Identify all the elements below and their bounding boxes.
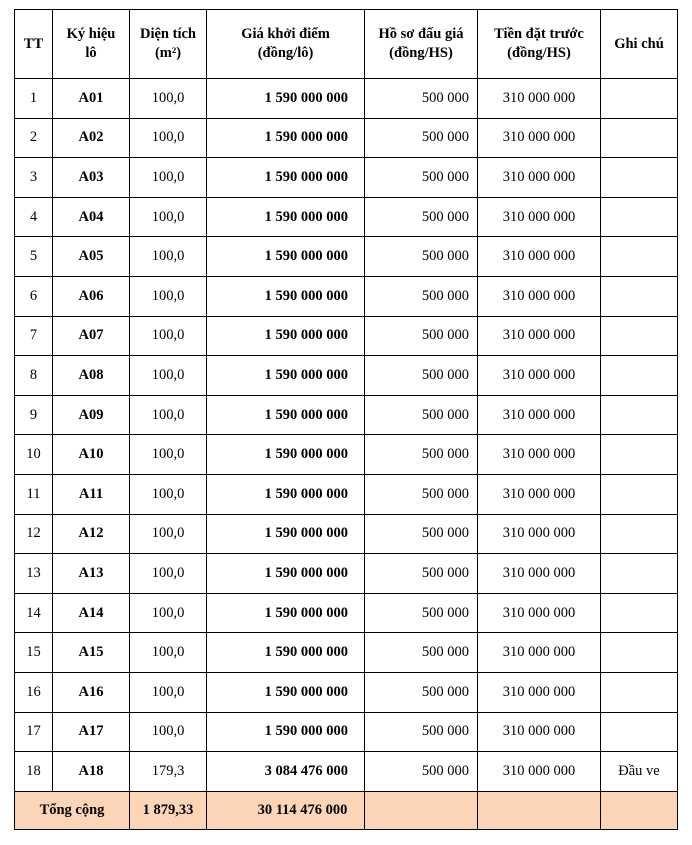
cell-note <box>601 593 678 633</box>
total-label: Tổng cộng <box>15 791 130 829</box>
table-row <box>15 633 678 673</box>
cell-deposit: 310 000 000 <box>478 356 601 396</box>
table-row <box>15 554 678 594</box>
cell-deposit: 310 000 000 <box>478 395 601 435</box>
cell-note <box>601 79 678 119</box>
cell-note <box>601 435 678 475</box>
cell-lot-code: A06 <box>53 276 130 316</box>
cell-area: 100,0 <box>130 237 207 277</box>
cell-tt: 5 <box>15 237 53 277</box>
cell-starting-price: 1 590 000 000 <box>207 712 365 752</box>
cell-dossier-fee: 500 000 <box>365 237 478 277</box>
table-row <box>15 118 678 158</box>
cell-area: 100,0 <box>130 79 207 119</box>
cell-starting-price: 1 590 000 000 <box>207 633 365 673</box>
cell-area: 100,0 <box>130 118 207 158</box>
cell-note: Đầu ve <box>601 752 678 792</box>
cell-deposit: 310 000 000 <box>478 672 601 712</box>
cell-note <box>601 395 678 435</box>
cell-lot-code: A08 <box>53 356 130 396</box>
table-row <box>15 395 678 435</box>
cell-area: 100,0 <box>130 435 207 475</box>
cell-starting-price: 1 590 000 000 <box>207 514 365 554</box>
cell-note <box>601 197 678 237</box>
cell-tt: 3 <box>15 158 53 198</box>
header-lot: Ký hiệu lô <box>53 10 130 79</box>
cell-dossier-fee: 500 000 <box>365 514 478 554</box>
cell-area: 100,0 <box>130 593 207 633</box>
cell-dossier-fee: 500 000 <box>365 356 478 396</box>
cell-starting-price: 1 590 000 000 <box>207 593 365 633</box>
header-tt: TT <box>15 10 53 79</box>
cell-lot-code: A01 <box>53 79 130 119</box>
cell-dossier-fee: 500 000 <box>365 435 478 475</box>
cell-lot-code: A02 <box>53 118 130 158</box>
cell-area: 100,0 <box>130 633 207 673</box>
cell-tt: 14 <box>15 593 53 633</box>
cell-deposit: 310 000 000 <box>478 435 601 475</box>
total-price: 30 114 476 000 <box>207 791 365 829</box>
cell-area: 100,0 <box>130 356 207 396</box>
cell-tt: 6 <box>15 276 53 316</box>
cell-starting-price: 1 590 000 000 <box>207 554 365 594</box>
cell-starting-price: 1 590 000 000 <box>207 316 365 356</box>
cell-area: 100,0 <box>130 554 207 594</box>
cell-tt: 9 <box>15 395 53 435</box>
cell-note <box>601 356 678 396</box>
cell-dossier-fee: 500 000 <box>365 118 478 158</box>
cell-starting-price: 3 084 476 000 <box>207 752 365 792</box>
cell-lot-code: A12 <box>53 514 130 554</box>
cell-area: 100,0 <box>130 197 207 237</box>
cell-note <box>601 672 678 712</box>
cell-dossier-fee: 500 000 <box>365 158 478 198</box>
cell-lot-code: A15 <box>53 633 130 673</box>
cell-tt: 16 <box>15 672 53 712</box>
cell-deposit: 310 000 000 <box>478 276 601 316</box>
cell-area: 100,0 <box>130 514 207 554</box>
header-area: Diện tích (m²) <box>130 10 207 79</box>
cell-note <box>601 237 678 277</box>
cell-deposit: 310 000 000 <box>478 712 601 752</box>
cell-starting-price: 1 590 000 000 <box>207 197 365 237</box>
cell-note <box>601 633 678 673</box>
auction-lots-table <box>14 9 678 830</box>
cell-deposit: 310 000 000 <box>478 316 601 356</box>
cell-dossier-fee: 500 000 <box>365 593 478 633</box>
cell-tt: 15 <box>15 633 53 673</box>
cell-lot-code: A05 <box>53 237 130 277</box>
total-deposit-empty <box>478 791 601 829</box>
cell-starting-price: 1 590 000 000 <box>207 395 365 435</box>
total-area: 1 879,33 <box>130 791 207 829</box>
cell-starting-price: 1 590 000 000 <box>207 158 365 198</box>
cell-dossier-fee: 500 000 <box>365 752 478 792</box>
cell-note <box>601 316 678 356</box>
cell-deposit: 310 000 000 <box>478 79 601 119</box>
cell-deposit: 310 000 000 <box>478 237 601 277</box>
cell-starting-price: 1 590 000 000 <box>207 356 365 396</box>
cell-area: 100,0 <box>130 395 207 435</box>
cell-area: 100,0 <box>130 316 207 356</box>
cell-tt: 8 <box>15 356 53 396</box>
cell-deposit: 310 000 000 <box>478 752 601 792</box>
cell-note <box>601 118 678 158</box>
header-fee: Hồ sơ đấu giá (đồng/HS) <box>365 10 478 79</box>
cell-area: 100,0 <box>130 276 207 316</box>
cell-dossier-fee: 500 000 <box>365 316 478 356</box>
cell-starting-price: 1 590 000 000 <box>207 672 365 712</box>
cell-dossier-fee: 500 000 <box>365 474 478 514</box>
cell-starting-price: 1 590 000 000 <box>207 435 365 475</box>
cell-deposit: 310 000 000 <box>478 158 601 198</box>
cell-area: 100,0 <box>130 474 207 514</box>
cell-starting-price: 1 590 000 000 <box>207 79 365 119</box>
cell-lot-code: A18 <box>53 752 130 792</box>
cell-tt: 18 <box>15 752 53 792</box>
cell-lot-code: A04 <box>53 197 130 237</box>
cell-area: 100,0 <box>130 712 207 752</box>
cell-dossier-fee: 500 000 <box>365 712 478 752</box>
cell-dossier-fee: 500 000 <box>365 276 478 316</box>
cell-lot-code: A14 <box>53 593 130 633</box>
cell-note <box>601 158 678 198</box>
table-row <box>15 712 678 752</box>
cell-tt: 11 <box>15 474 53 514</box>
table-row <box>15 237 678 277</box>
cell-lot-code: A07 <box>53 316 130 356</box>
cell-lot-code: A10 <box>53 435 130 475</box>
cell-area: 179,3 <box>130 752 207 792</box>
cell-lot-code: A16 <box>53 672 130 712</box>
cell-tt: 7 <box>15 316 53 356</box>
cell-deposit: 310 000 000 <box>478 514 601 554</box>
cell-deposit: 310 000 000 <box>478 633 601 673</box>
header-price: Giá khởi điểm (đồng/lô) <box>207 10 365 79</box>
cell-starting-price: 1 590 000 000 <box>207 276 365 316</box>
table-row <box>15 435 678 475</box>
table-row <box>15 316 678 356</box>
table-row <box>15 79 678 119</box>
total-fee-empty <box>365 791 478 829</box>
cell-deposit: 310 000 000 <box>478 118 601 158</box>
cell-note <box>601 554 678 594</box>
cell-area: 100,0 <box>130 158 207 198</box>
table-row <box>15 752 678 792</box>
cell-note <box>601 712 678 752</box>
header-deposit: Tiền đặt trước (đồng/HS) <box>478 10 601 79</box>
cell-starting-price: 1 590 000 000 <box>207 474 365 514</box>
table-row <box>15 593 678 633</box>
cell-tt: 12 <box>15 514 53 554</box>
cell-dossier-fee: 500 000 <box>365 395 478 435</box>
cell-deposit: 310 000 000 <box>478 554 601 594</box>
cell-tt: 10 <box>15 435 53 475</box>
table-row <box>15 672 678 712</box>
cell-dossier-fee: 500 000 <box>365 672 478 712</box>
table-row <box>15 276 678 316</box>
cell-starting-price: 1 590 000 000 <box>207 118 365 158</box>
cell-lot-code: A09 <box>53 395 130 435</box>
cell-tt: 4 <box>15 197 53 237</box>
cell-lot-code: A03 <box>53 158 130 198</box>
table-row <box>15 158 678 198</box>
cell-dossier-fee: 500 000 <box>365 79 478 119</box>
cell-tt: 13 <box>15 554 53 594</box>
cell-deposit: 310 000 000 <box>478 197 601 237</box>
cell-tt: 17 <box>15 712 53 752</box>
cell-starting-price: 1 590 000 000 <box>207 237 365 277</box>
cell-note <box>601 514 678 554</box>
table-row <box>15 197 678 237</box>
cell-lot-code: A13 <box>53 554 130 594</box>
cell-note <box>601 276 678 316</box>
cell-dossier-fee: 500 000 <box>365 197 478 237</box>
cell-dossier-fee: 500 000 <box>365 554 478 594</box>
header-row <box>15 10 678 79</box>
cell-deposit: 310 000 000 <box>478 474 601 514</box>
table-row <box>15 474 678 514</box>
cell-tt: 2 <box>15 118 53 158</box>
cell-tt: 1 <box>15 79 53 119</box>
cell-lot-code: A17 <box>53 712 130 752</box>
cell-lot-code: A11 <box>53 474 130 514</box>
total-row <box>15 791 678 829</box>
table-row <box>15 514 678 554</box>
table-row <box>15 356 678 396</box>
cell-dossier-fee: 500 000 <box>365 633 478 673</box>
cell-note <box>601 474 678 514</box>
total-note-empty <box>601 791 678 829</box>
cell-deposit: 310 000 000 <box>478 593 601 633</box>
header-note: Ghi chú <box>601 10 678 79</box>
cell-area: 100,0 <box>130 672 207 712</box>
